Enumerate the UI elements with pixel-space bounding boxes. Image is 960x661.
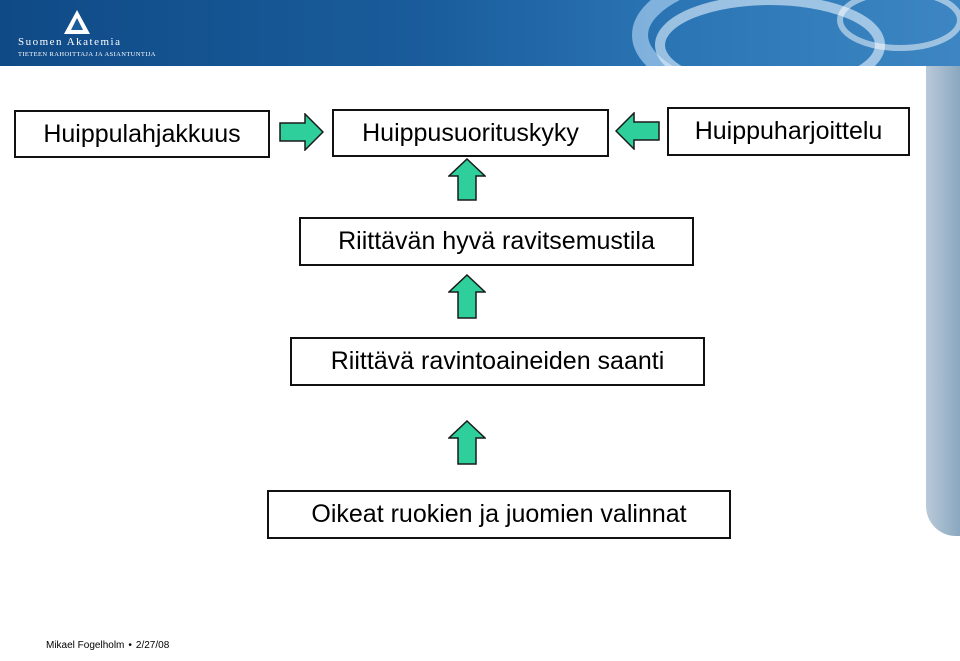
- box-ruokien-valinnat: [267, 490, 731, 539]
- box-huippuharjoittelu: [667, 107, 910, 156]
- header-banner: [0, 0, 960, 66]
- box-label: Huippulahjakkuus: [43, 119, 241, 148]
- arrow-left-icon: [615, 112, 660, 150]
- box-label: Huippuharjoittelu: [694, 117, 883, 145]
- bullet-separator: •: [128, 640, 132, 651]
- logo: [18, 10, 158, 58]
- arrow-right-icon: [279, 113, 324, 151]
- box-label: Oikeat ruokien ja juomien valinnat: [311, 500, 687, 528]
- footer-date: 2/27/08: [135, 640, 170, 651]
- logo-tagline: TIETEEN RAHOITTAJA JA ASIANTUNTIJA: [18, 51, 156, 58]
- arrow-up-icon: [448, 158, 486, 201]
- arrow-up-icon: [448, 274, 486, 319]
- logo-name: Suomen Akatemia: [18, 36, 122, 48]
- side-decoration-band: [926, 66, 960, 536]
- box-label: Riittävä ravintoaineiden saanti: [330, 347, 665, 375]
- box-label: Riittävän hyvä ravitsemustila: [338, 227, 655, 255]
- box-huippusuorituskyky: [332, 109, 609, 157]
- footer-author: Mikael Fogelholm: [46, 640, 125, 651]
- academy-logo-icon: [64, 10, 90, 34]
- box-huippulahjakkuus: [14, 110, 270, 158]
- swirl-decoration: [520, 0, 960, 66]
- box-ravintoaineiden-saanti: [290, 337, 705, 386]
- box-label: Huippusuorituskyky: [362, 118, 579, 147]
- footer: [46, 640, 169, 651]
- box-ravitsemustila: [299, 217, 694, 266]
- arrow-up-icon: [448, 420, 486, 465]
